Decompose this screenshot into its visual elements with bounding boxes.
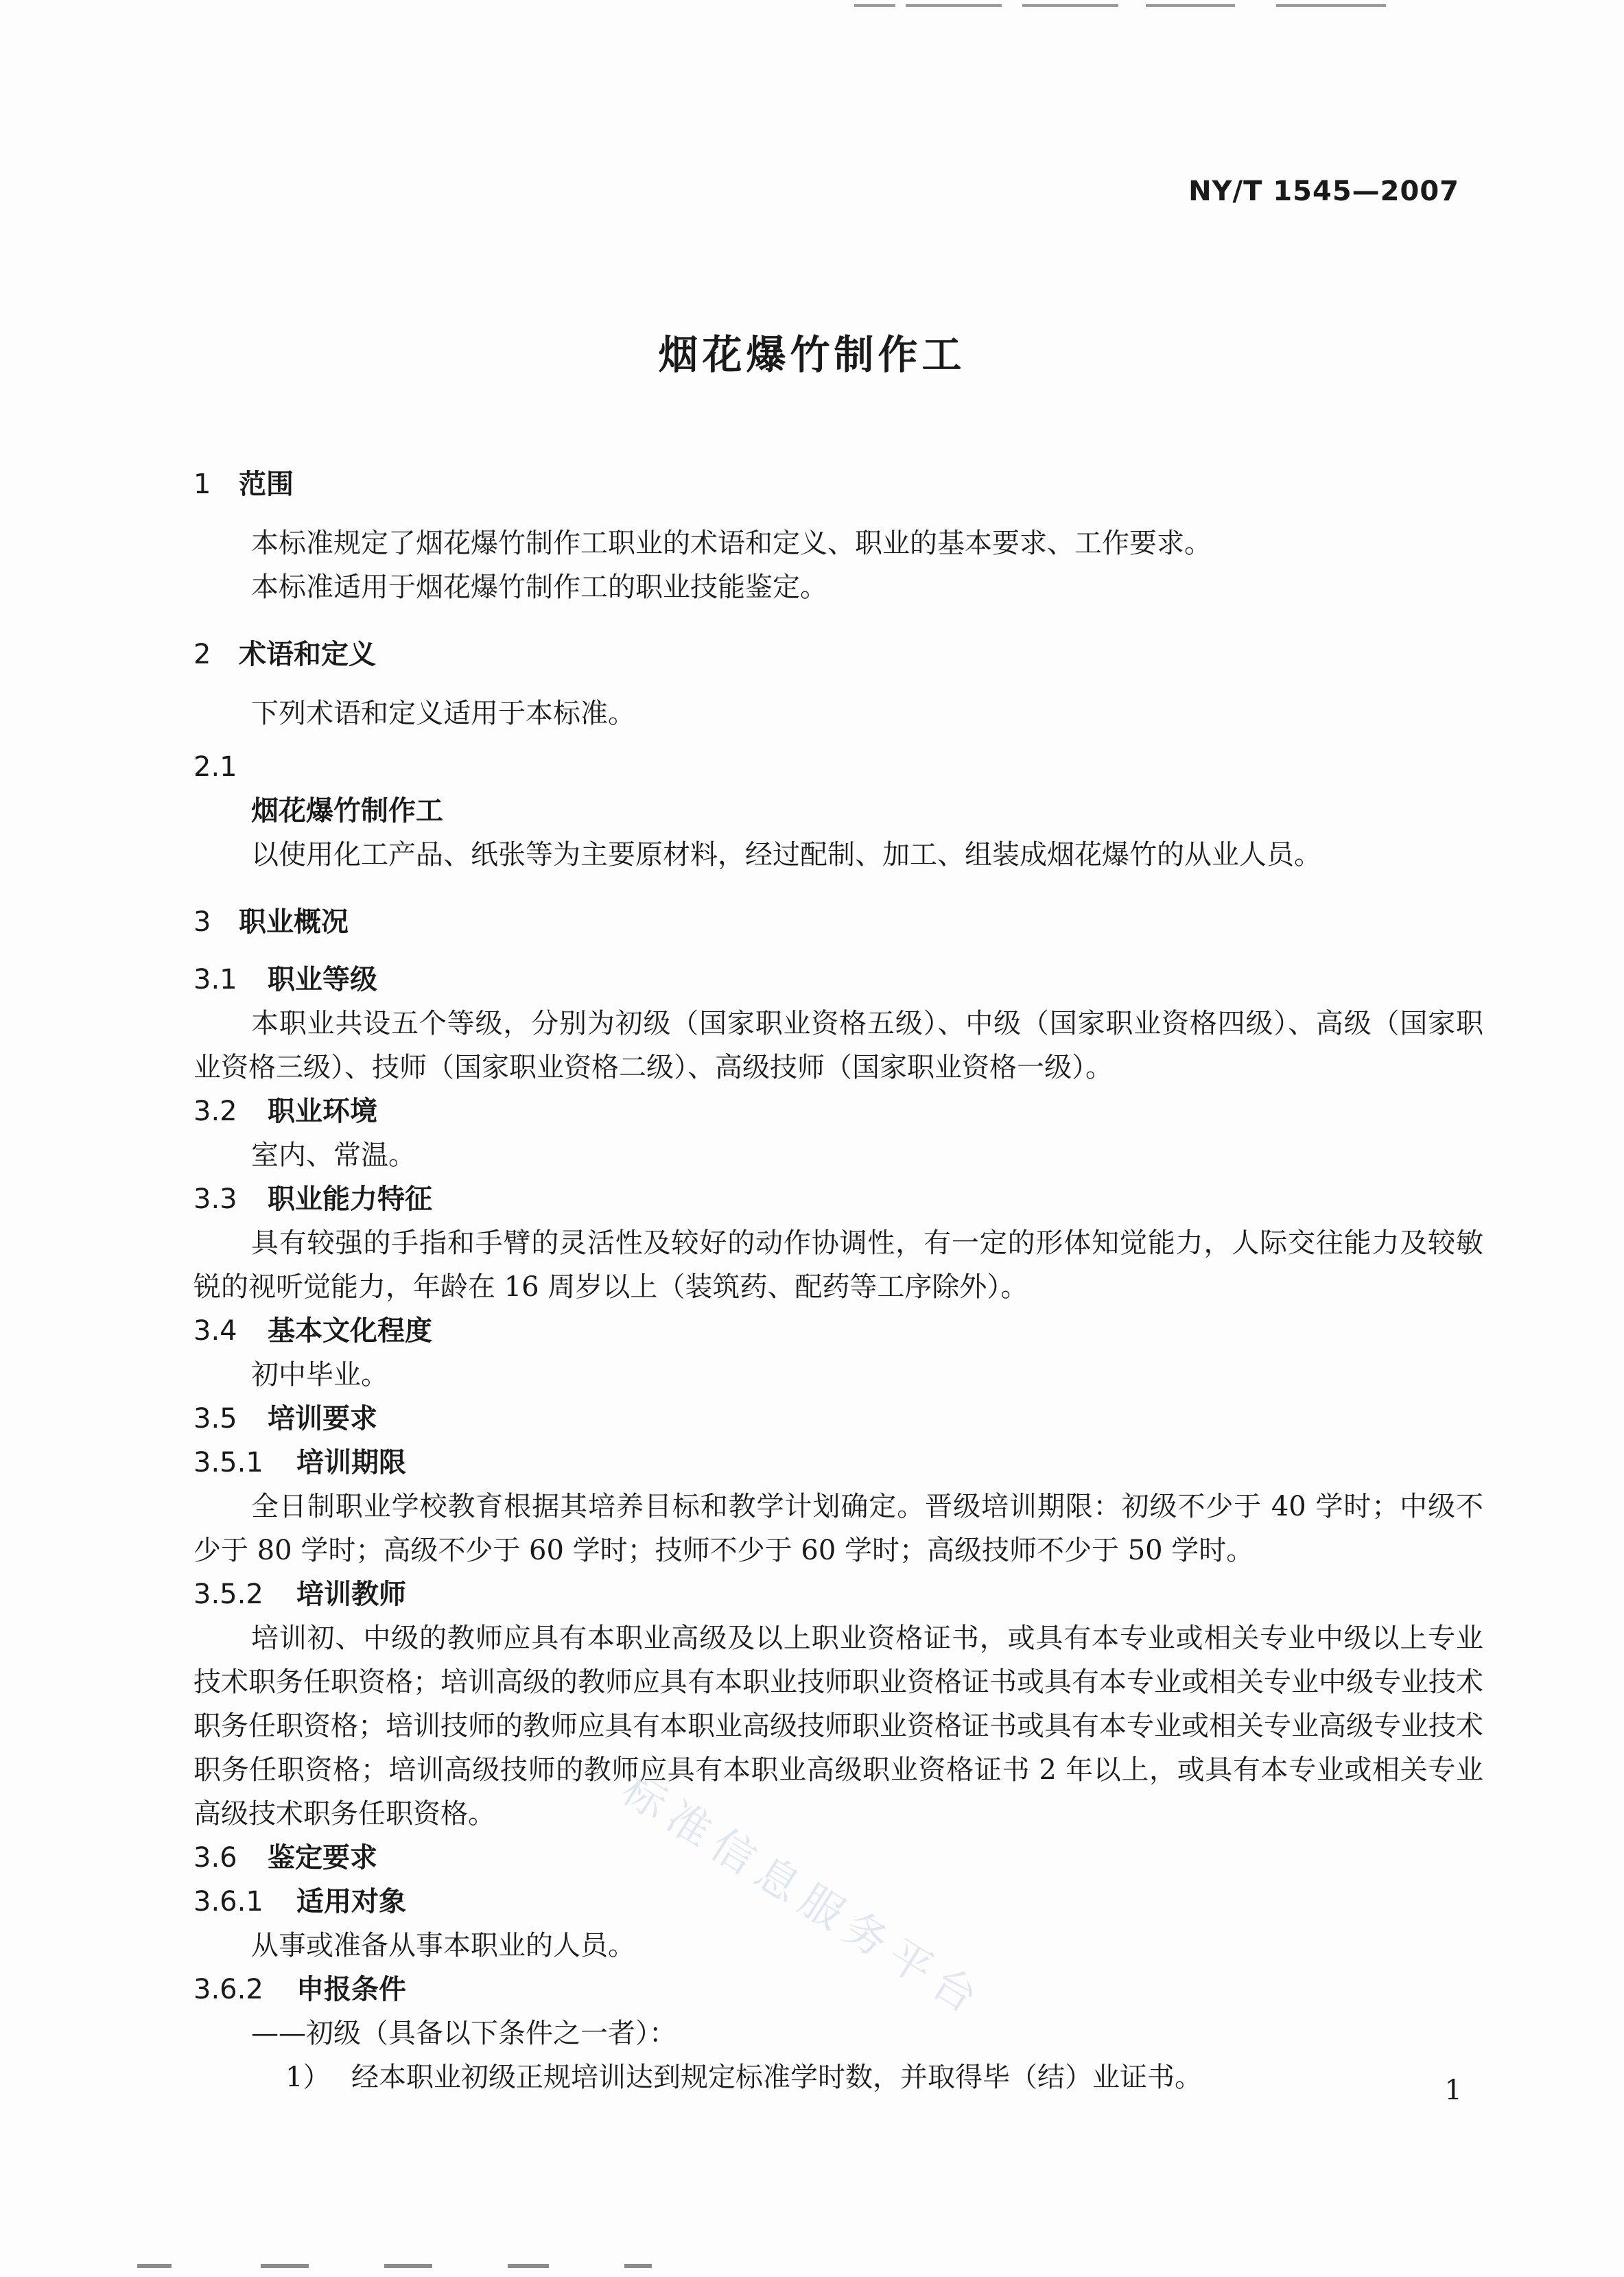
paragraph: 下列术语和定义适用于本标准。	[251, 698, 635, 729]
paragraph: 全日制职业学校教育根据其培养目标和教学计划确定。晋级培训期限：初级不少于 40 学时；中级不少于 80 学时；高级不少于 60 学时；技师不少于 60 学时；高级技师不少于 50 学时。	[193, 1491, 1483, 1566]
section-heading	[193, 633, 1483, 676]
document-body	[193, 439, 1483, 2099]
scan-artifact-top	[1146, 4, 1235, 7]
scan-artifact-top	[854, 4, 895, 7]
page-number: 1	[1444, 2075, 1462, 2106]
scan-artifact-bottom	[508, 2264, 549, 2268]
subsection-number: 3.3	[193, 1183, 237, 1215]
section-heading	[193, 462, 1483, 506]
paragraph: 培训初、中级的教师应具有本职业高级及以上职业资格证书，或具有本专业或相关专业中级以上专业技术职务任职资格；培训高级的教师应具有本职业技师职业资格证书或具有本专业或相关专业中级专业技术职务任职资格；培训技师的教师应具有本职业高级技师职业资格证书或具有本专业或相关专业高级专业技术职务任职资格；培训高级技师的教师应具有本职业高级职业资格证书 2 年以上，或具有本专业或相关专业高级技术职务任职资格。	[193, 1623, 1483, 1830]
section-title: 职业概况	[239, 906, 349, 938]
section-number: 2	[193, 639, 211, 670]
subsection-heading	[193, 1177, 1483, 1221]
subsection-number: 2.1	[193, 751, 237, 783]
definition: 以使用化工产品、纸张等为主要原材料，经过配制、加工、组装成烟花爆竹的从业人员。	[251, 839, 1321, 871]
subsection-heading	[193, 745, 1483, 789]
paragraph: 初中毕业。	[251, 1359, 388, 1391]
paragraph: 从事或准备从事本职业的人员。	[251, 1930, 635, 1961]
subsection-number: 3.5	[193, 1403, 237, 1435]
subsubsection-heading	[193, 1441, 1483, 1485]
subsection-title: 培训要求	[268, 1403, 377, 1435]
paragraph: 室内、常温。	[251, 1140, 416, 1171]
subsection-heading	[193, 958, 1483, 1002]
subsection-title: 职业能力特征	[268, 1183, 432, 1215]
subsection-heading	[193, 1397, 1483, 1441]
section-heading	[193, 900, 1483, 944]
term: 烟花爆竹制作工	[251, 795, 443, 827]
subsubsection-number: 3.5.1	[193, 1447, 263, 1478]
dash-list-item: ——初级（具备以下条件之一者）：	[251, 2018, 676, 2049]
subsubsection-title: 适用对象	[296, 1886, 406, 1918]
paragraph: 本标准规定了烟花爆竹制作工职业的术语和定义、职业的基本要求、工作要求。	[251, 528, 1212, 559]
scan-artifact-bottom	[384, 2264, 432, 2268]
subsubsection-number: 3.5.2	[193, 1579, 263, 1610]
section-number: 3	[193, 906, 211, 938]
scan-artifact-bottom	[261, 2264, 309, 2268]
paragraph: 本标准适用于烟花爆竹制作工的职业技能鉴定。	[251, 571, 827, 603]
section-title: 范围	[239, 469, 294, 500]
subsection-heading	[193, 1836, 1483, 1880]
list-item-text: 经本职业初级正规培训达到规定标准学时数，并取得毕（结）业证书。	[351, 2062, 1202, 2093]
subsection-number: 3.2	[193, 1096, 237, 1127]
subsubsection-title: 培训期限	[296, 1447, 406, 1478]
subsection-heading	[193, 1309, 1483, 1353]
subsection-title: 职业环境	[268, 1096, 377, 1127]
section-number: 1	[193, 469, 211, 500]
subsubsection-heading	[193, 1968, 1483, 2011]
subsection-number: 3.1	[193, 964, 237, 995]
subsubsection-title: 申报条件	[296, 1974, 406, 2005]
paragraph: 具有较强的手指和手臂的灵活性及较好的动作协调性，有一定的形体知觉能力，人际交往能力及较敏锐的视听觉能力，年龄在 16 周岁以上（装筑药、配药等工序除外）。	[193, 1227, 1483, 1303]
watermark: 标准信息服务平台	[613, 1764, 994, 2028]
standard-number: NY/T 1545—2007	[1188, 176, 1459, 207]
subsection-title: 职业等级	[268, 964, 377, 995]
numbered-list-item	[193, 2055, 1483, 2099]
scan-artifact-bottom	[137, 2264, 172, 2268]
scan-artifact-top	[1276, 4, 1386, 7]
subsection-heading	[193, 1089, 1483, 1133]
scan-artifact-bottom	[624, 2264, 652, 2268]
subsection-title: 基本文化程度	[268, 1315, 432, 1347]
section-title: 术语和定义	[239, 639, 376, 670]
document-title: 烟花爆竹制作工	[658, 331, 966, 378]
subsection-number: 3.4	[193, 1315, 237, 1347]
subsubsection-number: 3.6.1	[193, 1886, 263, 1918]
subsection-title: 鉴定要求	[268, 1842, 377, 1874]
subsubsection-title: 培训教师	[296, 1579, 406, 1610]
scan-artifact-top	[1022, 4, 1118, 7]
subsubsection-heading	[193, 1572, 1483, 1616]
subsubsection-number: 3.6.2	[193, 1974, 263, 2005]
subsection-number: 3.6	[193, 1842, 237, 1874]
list-marker: 1）	[285, 2062, 331, 2093]
paragraph: 本职业共设五个等级，分别为初级（国家职业资格五级）、中级（国家职业资格四级）、高级（国家职业资格三级）、技师（国家职业资格二级）、高级技师（国家职业资格一级）。	[193, 1008, 1483, 1083]
scan-artifact-top	[906, 4, 1002, 7]
